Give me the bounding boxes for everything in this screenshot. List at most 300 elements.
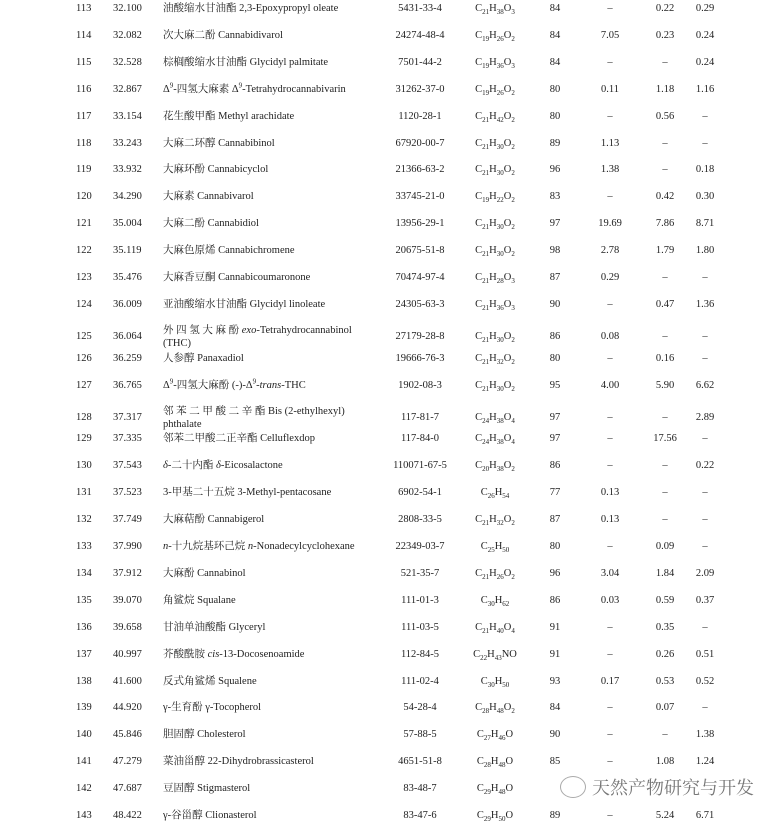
cell-v1: – (607, 110, 613, 122)
cell-v3: 1.80 (695, 245, 715, 257)
cell-rt: 36.009 (113, 298, 142, 310)
cell-rt: 37.990 (113, 541, 142, 552)
cell-v3: 0.24 (695, 56, 715, 68)
cell-v3: – (702, 272, 708, 283)
cell-match: 80 (549, 541, 561, 552)
cell-formula: $C_{21}H_{28}O_3$ (475, 272, 515, 286)
table-row (0, 298, 783, 324)
cell-formula: $C_{21}H_{26}O_2$ (475, 567, 515, 581)
cell-cas: 7501-44-2 (398, 56, 442, 68)
cell-name: 3-甲基二十五烷 3-Methyl-pentacosane (163, 487, 332, 499)
cell-no: 123 (76, 272, 92, 283)
cell-rt: 35.476 (113, 272, 142, 283)
cell-no: 137 (76, 648, 92, 660)
cell-cas: 5431-33-4 (398, 3, 442, 14)
cell-formula: $C_{24}H_{38}O_4$ (475, 433, 515, 447)
cell-no: 132 (76, 514, 92, 526)
cell-rt: 32.528 (113, 56, 142, 68)
cell-formula: $C_{29}H_{48}O$ (476, 783, 514, 797)
table-row (0, 56, 783, 82)
cell-match: 91 (549, 621, 561, 633)
table-row (0, 325, 783, 351)
cell-name: 大麻素 Cannabivarol (163, 191, 254, 203)
cell-v2: – (662, 330, 668, 342)
watermark-text: 天然产物研究与开发 (592, 778, 754, 799)
cell-cas: 21366-63-2 (395, 164, 445, 176)
table-row (0, 513, 783, 539)
cell-v1: 4.00 (600, 379, 620, 391)
cell-cas: 6902-54-1 (398, 487, 442, 499)
cell-formula: $C_{21}H_{32}O_2$ (475, 514, 515, 528)
cell-rt: 39.658 (113, 621, 142, 633)
table-row (0, 406, 783, 432)
cell-v2: – (662, 729, 668, 741)
cell-v1: – (607, 621, 613, 633)
table-row (0, 621, 783, 647)
cell-no: 134 (76, 567, 92, 579)
table-row (0, 110, 783, 136)
cell-cas: 110071-67-5 (393, 460, 447, 472)
cell-v2: – (662, 460, 668, 472)
table-row (0, 217, 783, 243)
cell-v3: 1.24 (695, 756, 715, 768)
cell-rt: 39.070 (113, 594, 142, 606)
cell-name: 人参醇 Panaxadiol (163, 352, 244, 364)
cell-no: 138 (76, 675, 92, 687)
cell-cas: 20675-51-8 (395, 245, 445, 257)
cell-no: 130 (76, 460, 92, 472)
cell-rt: 41.600 (113, 675, 142, 687)
cell-v3: – (702, 330, 708, 342)
cell-rt: 35.119 (113, 245, 142, 257)
cell-formula: $C_{19}H_{26}O_2$ (475, 83, 515, 97)
cell-match: 97 (549, 218, 561, 230)
cell-cas: 31262-37-0 (395, 83, 445, 95)
cell-cas: 83-47-6 (403, 810, 437, 821)
cell-rt: 35.004 (113, 218, 142, 230)
cell-match: 90 (549, 729, 561, 741)
cell-v2: 1.08 (655, 756, 675, 768)
cell-no: 119 (76, 164, 92, 176)
cell-v1: 0.03 (600, 594, 620, 606)
cell-name: $\Delta^9-$四氢大麻素 $\Delta^9$-Tetrahydrocannabivarin (163, 81, 346, 95)
cell-name: $\Delta^9-$四氢大麻酚 $(-)-\Delta^9-trans$-THC (163, 377, 306, 391)
cell-match: 93 (549, 675, 561, 687)
cell-name: 豆固醇 Stigmasterol (163, 783, 251, 795)
cell-v3: – (702, 514, 708, 526)
cell-v1: – (607, 702, 613, 714)
cell-no: 143 (76, 810, 92, 821)
cell-v3: 0.51 (695, 648, 715, 660)
table-row (0, 540, 783, 566)
cell-v2: – (662, 272, 668, 283)
cell-match: 95 (549, 379, 561, 391)
cell-v2: 0.07 (655, 702, 675, 714)
cell-cas: 70474-97-4 (395, 272, 445, 283)
cell-name: 甘油单油酸酯 Glyceryl (163, 621, 266, 633)
table-row (0, 594, 783, 620)
cell-v2: 7.86 (655, 218, 675, 230)
cell-formula: $C_{21}H_{30}O_2$ (475, 137, 515, 151)
cell-v2: 0.09 (655, 541, 675, 552)
cell-cas: 57-88-5 (403, 729, 437, 741)
cell-v1: 1.13 (600, 137, 620, 149)
cell-v2: – (662, 137, 668, 149)
cell-v3: – (702, 352, 708, 364)
cell-v1: 1.38 (600, 164, 620, 176)
cell-v3: 2.89 (695, 411, 715, 423)
cell-formula: $C_{21}H_{30}O_2$ (475, 218, 515, 232)
cell-name: n-十九烷基环己烷 n-Nonadecylcyclohexane (163, 541, 355, 552)
cell-rt: 44.920 (113, 702, 142, 714)
cell-match: 98 (549, 245, 561, 257)
cell-v1: – (607, 298, 613, 310)
cell-name: 外 四 氢 大 麻 酚 exo-Tetrahydrocannabinol (THC) (163, 324, 352, 349)
table-row (0, 137, 783, 163)
cell-no: 118 (76, 137, 92, 149)
cell-name: 油酸缩水甘油酯 2,3-Epoxypropyl oleate (163, 3, 339, 14)
cell-v3: – (702, 621, 708, 633)
cell-match: 97 (549, 433, 561, 445)
cell-match: 83 (549, 191, 561, 203)
cell-v2: 17.56 (653, 433, 677, 445)
cell-rt: 36.259 (113, 352, 142, 364)
cell-v3: 6.62 (695, 379, 715, 391)
cell-no: 121 (76, 218, 92, 230)
cell-rt: 37.523 (113, 487, 142, 499)
cell-v3: 6.71 (695, 810, 715, 821)
cell-match: 77 (549, 487, 561, 499)
cell-v1: 3.04 (600, 567, 620, 579)
cell-name: δ-二十内酯 δ-Eicosalactone (163, 460, 283, 472)
cell-rt: 47.687 (113, 783, 142, 795)
cell-v1: – (607, 541, 613, 552)
cell-cas: 112-84-5 (400, 648, 440, 660)
cell-no: 122 (76, 245, 92, 257)
cell-v2: 5.90 (655, 379, 675, 391)
cell-v3: – (702, 433, 708, 445)
cell-v2: 0.26 (655, 648, 675, 660)
cell-v1: – (607, 756, 613, 768)
cell-name: 菜油甾醇 22-Dihydrobrassicasterol (163, 756, 314, 768)
cell-v3: 1.16 (695, 83, 715, 95)
table-row (0, 244, 783, 270)
cell-rt: 36.765 (113, 379, 142, 391)
cell-cas: 1120-28-1 (398, 110, 442, 122)
cell-v2: 0.23 (655, 29, 675, 41)
cell-name: 胆固醇 Cholesterol (163, 729, 246, 741)
cell-cas: 54-28-4 (403, 702, 437, 714)
cell-match: 89 (549, 810, 561, 821)
cell-v3: 0.29 (695, 3, 715, 14)
table-row (0, 675, 783, 701)
cell-v3: – (702, 702, 708, 714)
cell-v2: 1.84 (655, 567, 675, 579)
table-row (0, 648, 783, 674)
cell-rt: 47.279 (113, 756, 142, 768)
cell-cas: 111-01-3 (401, 594, 439, 606)
cell-v3: – (702, 137, 708, 149)
cell-match: 80 (549, 83, 561, 95)
cell-rt: 33.932 (113, 164, 142, 176)
cell-match: 80 (549, 352, 561, 364)
cell-match: 84 (549, 29, 561, 41)
cell-no: 142 (76, 783, 92, 795)
cell-v3: 1.38 (695, 729, 715, 741)
cell-no: 120 (76, 191, 92, 203)
cell-v1: – (607, 352, 613, 364)
cell-v1: 0.17 (600, 675, 620, 687)
cell-v3: – (702, 487, 708, 499)
cell-v1: 0.13 (600, 514, 620, 526)
cell-rt: 37.335 (113, 433, 142, 445)
cell-v2: 0.42 (655, 191, 675, 203)
cell-v2: – (662, 56, 668, 68)
cell-v1: – (607, 411, 613, 423)
cell-no: 124 (76, 298, 92, 310)
cell-rt: 36.064 (113, 330, 142, 342)
cell-match: 89 (549, 137, 561, 149)
cell-rt: 37.543 (113, 460, 142, 472)
cell-v2: – (662, 411, 668, 423)
cell-name: 大麻二环醇 Cannabibinol (163, 137, 275, 149)
cell-v1: – (607, 191, 613, 203)
cell-no: 131 (76, 487, 92, 499)
cell-name: 大麻环酚 Cannabicyclol (163, 164, 269, 176)
cell-cas: 83-48-7 (403, 783, 437, 795)
cell-match: 86 (549, 460, 561, 472)
cell-no: 141 (76, 756, 92, 768)
table-row (0, 352, 783, 378)
cell-cas: 117-84-0 (400, 433, 440, 445)
cell-match: 87 (549, 514, 561, 526)
cell-v2: 0.22 (655, 3, 675, 14)
cell-rt: 37.317 (113, 411, 142, 423)
cell-no: 140 (76, 729, 92, 741)
cell-match: 90 (549, 298, 561, 310)
cell-formula: $C_{21}H_{42}O_2$ (475, 110, 515, 124)
cell-v1: 19.69 (598, 218, 622, 230)
watermark (560, 774, 754, 800)
cell-cas: 4651-51-8 (398, 756, 442, 768)
table-row (0, 190, 783, 216)
cell-cas: 2808-33-5 (398, 514, 442, 526)
cell-no: 129 (76, 433, 92, 445)
cell-match: 86 (549, 594, 561, 606)
cell-formula: $C_{20}H_{38}O_2$ (475, 460, 515, 474)
cell-formula: $C_{21}H_{40}O_4$ (475, 621, 515, 635)
cell-no: 133 (76, 541, 92, 552)
cell-match: 85 (549, 756, 561, 768)
cell-match: 97 (549, 411, 561, 423)
cell-no: 116 (76, 83, 92, 95)
cell-name: 大麻酚 Cannabinol (163, 567, 246, 579)
cell-formula: $C_{24}H_{38}O_4$ (475, 411, 515, 425)
cell-name: 花生酸甲酯 Methyl arachidate (163, 110, 295, 122)
cell-v2: 0.53 (655, 675, 675, 687)
cell-v3: 2.09 (695, 567, 715, 579)
table-row (0, 567, 783, 593)
cell-name: 大麻色原烯 Cannabichromene (163, 245, 295, 257)
cell-cas: 13956-29-1 (395, 218, 445, 230)
cell-v1: – (607, 3, 613, 14)
cell-no: 126 (76, 352, 92, 364)
cell-formula: $C_{22}H_{43}NO$ (473, 648, 517, 662)
cell-formula: $C_{28}H_{48}O$ (476, 756, 514, 770)
cell-formula: $C_{28}H_{48}O_2$ (475, 702, 515, 716)
cell-formula: $C_{19}H_{36}O_3$ (475, 56, 515, 70)
cell-cas: 1902-08-3 (398, 379, 442, 391)
table-row (0, 701, 783, 727)
cell-v2: 1.18 (655, 83, 675, 95)
cell-name: γ-生育酚 γ-Tocopherol (163, 702, 262, 714)
cell-v2: 0.35 (655, 621, 675, 633)
cell-name: 反式角鲨烯 Squalene (163, 675, 257, 687)
cell-formula: $C_{21}H_{36}O_3$ (475, 298, 515, 312)
table-row (0, 379, 783, 405)
table-row (0, 83, 783, 109)
cell-v2: 0.59 (655, 594, 675, 606)
table-row (0, 29, 783, 55)
cell-name: 邻 苯 二 甲 酸 二 辛 酯 Bis (2-ethylhexyl) phthalate (163, 405, 345, 430)
cell-rt: 34.290 (113, 191, 142, 203)
cell-cas: 24274-48-4 (395, 29, 445, 41)
cell-formula: $C_{21}H_{30}O_2$ (475, 379, 515, 393)
table-row (0, 486, 783, 512)
cell-v1: – (607, 433, 613, 445)
cell-v2: 5.24 (655, 810, 675, 821)
cell-formula: $C_{26}H_{54}$ (480, 487, 510, 501)
cell-v3: 0.22 (695, 460, 715, 472)
cell-rt: 33.154 (113, 110, 142, 122)
cell-no: 125 (76, 330, 92, 342)
cell-formula: $C_{21}H_{32}O_2$ (475, 352, 515, 366)
cell-formula: $C_{21}H_{30}O_2$ (475, 245, 515, 259)
cell-cas: 521-35-7 (400, 567, 440, 579)
cell-rt: 40.997 (113, 648, 142, 660)
cell-v3: 1.36 (695, 298, 715, 310)
cell-no: 139 (76, 702, 92, 714)
cell-v2: 1.79 (655, 245, 675, 257)
cell-formula: $C_{21}H_{30}O_2$ (475, 330, 515, 344)
cell-rt: 37.749 (113, 514, 142, 526)
cell-match: 96 (549, 567, 561, 579)
cell-formula: $C_{30}H_{62}$ (480, 594, 510, 608)
table-row (0, 432, 783, 458)
cell-cas: 22349-03-7 (395, 541, 445, 552)
cell-no: 128 (76, 411, 92, 423)
cell-v3: 8.71 (695, 218, 715, 230)
cell-rt: 45.846 (113, 729, 142, 741)
cell-rt: 48.422 (113, 810, 142, 821)
cell-cas: 67920-00-7 (395, 137, 445, 149)
cell-v2: 0.56 (655, 110, 675, 122)
cell-cas: 27179-28-8 (395, 330, 445, 342)
cell-v1: 0.08 (600, 330, 620, 342)
cell-v3: 0.18 (695, 164, 715, 176)
cell-formula: $C_{21}H_{38}O_3$ (475, 3, 515, 17)
cell-match: 86 (549, 330, 561, 342)
cell-cas: 24305-63-3 (395, 298, 445, 310)
cell-v2: – (662, 487, 668, 499)
cell-v1: – (607, 56, 613, 68)
cell-rt: 32.100 (113, 3, 142, 14)
cell-rt: 32.082 (113, 29, 142, 41)
cell-v3: 0.52 (695, 675, 715, 687)
cell-match: 87 (549, 272, 561, 283)
cell-no: 136 (76, 621, 92, 633)
cell-name: 邻苯二甲酸二正辛酯 Celluflexdop (163, 433, 315, 445)
cell-v1: 0.11 (601, 83, 619, 95)
cell-v1: – (607, 810, 613, 821)
cell-cas: 117-81-7 (400, 411, 440, 423)
cell-cas: 33745-21-0 (395, 191, 445, 203)
cell-v1: 0.29 (600, 272, 620, 283)
cell-formula: $C_{19}H_{22}O_2$ (475, 191, 515, 205)
cell-name: 大麻二酚 Cannabidiol (163, 218, 259, 230)
table-row (0, 271, 783, 297)
cell-v1: 7.05 (600, 29, 620, 41)
cell-no: 114 (76, 29, 92, 41)
cell-match: 84 (549, 702, 561, 714)
cell-name: 次大麻二酚 Cannabidivarol (163, 29, 283, 41)
table-row (0, 163, 783, 189)
cell-v3: 0.37 (695, 594, 715, 606)
cell-name: 大麻香豆酮 Cannabicoumaronone (163, 272, 311, 283)
cell-name: 角鲨烷 Squalane (163, 594, 236, 606)
cell-match: 91 (549, 648, 561, 660)
cell-no: 115 (76, 56, 92, 68)
cell-v2: 0.47 (655, 298, 675, 310)
cell-formula: $C_{21}H_{30}O_2$ (475, 164, 515, 178)
cell-cas: 111-02-4 (401, 675, 439, 687)
cell-match: 96 (549, 164, 561, 176)
table-row (0, 459, 783, 485)
cell-cas: 19666-76-3 (395, 352, 445, 364)
cell-v2: 0.16 (655, 352, 675, 364)
cell-formula: $C_{19}H_{26}O_2$ (475, 29, 515, 43)
cell-name: 棕榈酸缩水甘油酯 Glycidyl palmitate (163, 56, 329, 68)
cell-cas: 111-03-5 (401, 621, 439, 633)
cell-no: 135 (76, 594, 92, 606)
cell-v2: – (662, 514, 668, 526)
cell-formula: $C_{25}H_{50}$ (480, 541, 510, 555)
cell-v1: – (607, 729, 613, 741)
cell-v1: 2.78 (600, 245, 620, 257)
cell-rt: 33.243 (113, 137, 142, 149)
cell-v3: 0.24 (695, 29, 715, 41)
cell-v3: – (702, 541, 708, 552)
cell-v3: 0.30 (695, 191, 715, 203)
cell-name: 大麻萜酚 Cannabigerol (163, 514, 265, 526)
table-row (0, 2, 783, 28)
cell-match: 84 (549, 56, 561, 68)
cell-v3: – (702, 110, 708, 122)
cell-v1: – (607, 460, 613, 472)
wechat-icon (560, 776, 586, 798)
cell-name: 亚油酸缩水甘油酯 Glycidyl linoleate (163, 298, 326, 310)
cell-rt: 37.912 (113, 567, 142, 579)
cell-no: 113 (76, 3, 92, 14)
cell-rt: 32.867 (113, 83, 142, 95)
cell-match: 84 (549, 3, 561, 14)
cell-no: 117 (76, 110, 92, 122)
cell-v2: – (662, 164, 668, 176)
table-row (0, 728, 783, 754)
cell-v1: – (607, 648, 613, 660)
table-row (0, 809, 783, 835)
cell-formula: $C_{29}H_{50}O$ (476, 810, 514, 824)
